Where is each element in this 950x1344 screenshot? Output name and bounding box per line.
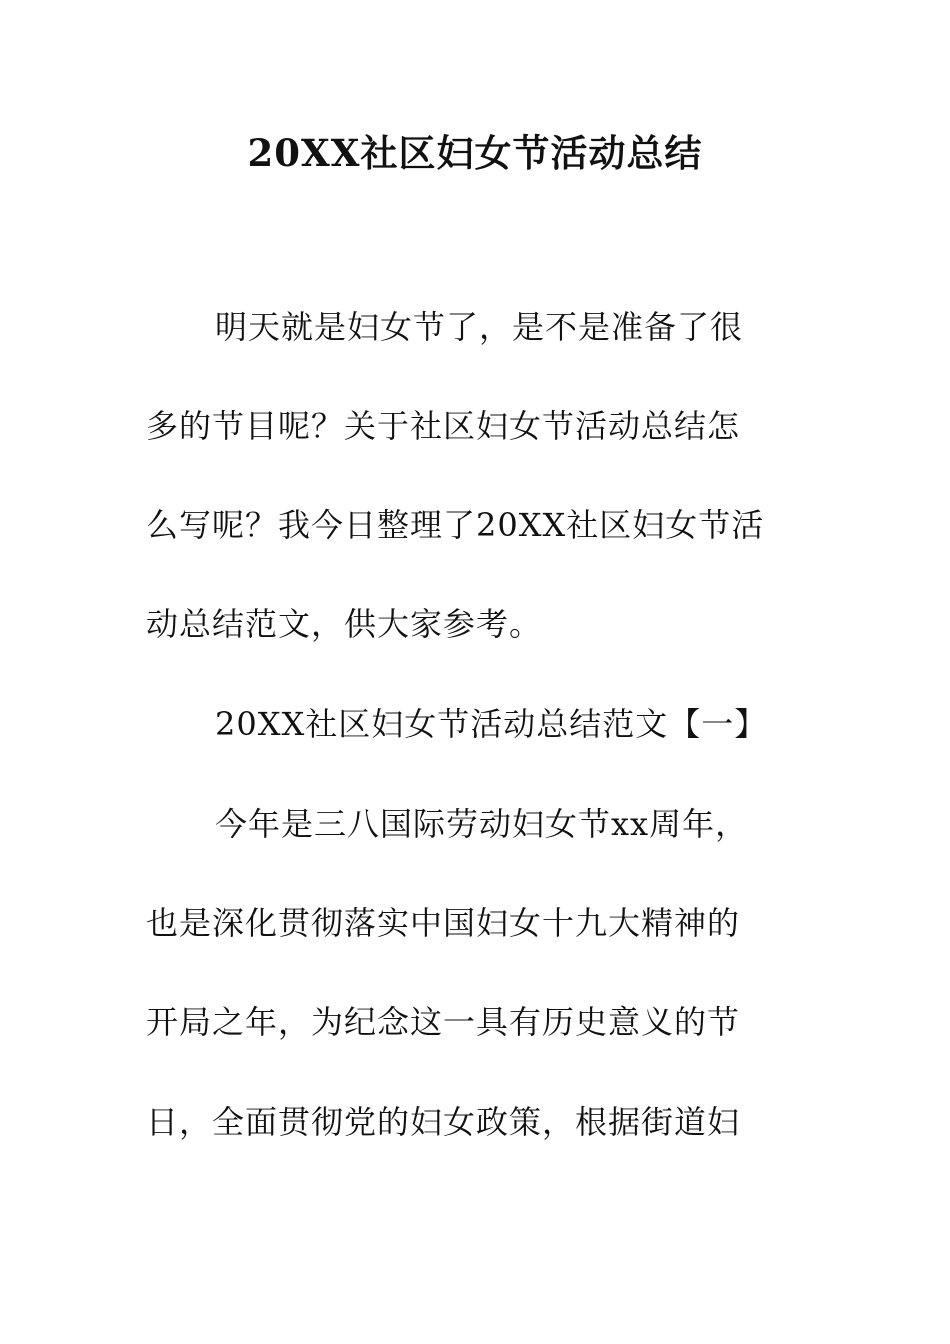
paragraph-line: 多的节目呢？关于社区妇女节活动总结怎 bbox=[146, 407, 741, 445]
document-title: 20XX社区妇女节活动总结 bbox=[247, 131, 703, 175]
paragraph-line: 动总结范文，供大家参考。 bbox=[146, 605, 543, 643]
paragraph-line: 日，全面贯彻党的妇女政策，根据街道妇 bbox=[146, 1103, 741, 1141]
section-heading: 20XX社区妇女节活动总结范文【一】 bbox=[215, 705, 768, 743]
paragraph-line: 开局之年，为纪念这一具有历史意义的节 bbox=[146, 1003, 741, 1041]
paragraph-line: 明天就是妇女节了，是不是准备了很 bbox=[215, 308, 744, 346]
paragraph-line: 今年是三八国际劳动妇女节xx周年， bbox=[215, 805, 749, 843]
paragraph-line: 也是深化贯彻落实中国妇女十九大精神的 bbox=[146, 904, 741, 942]
paragraph-line: 么写呢？我今日整理了20XX社区妇女节活 bbox=[146, 506, 765, 544]
